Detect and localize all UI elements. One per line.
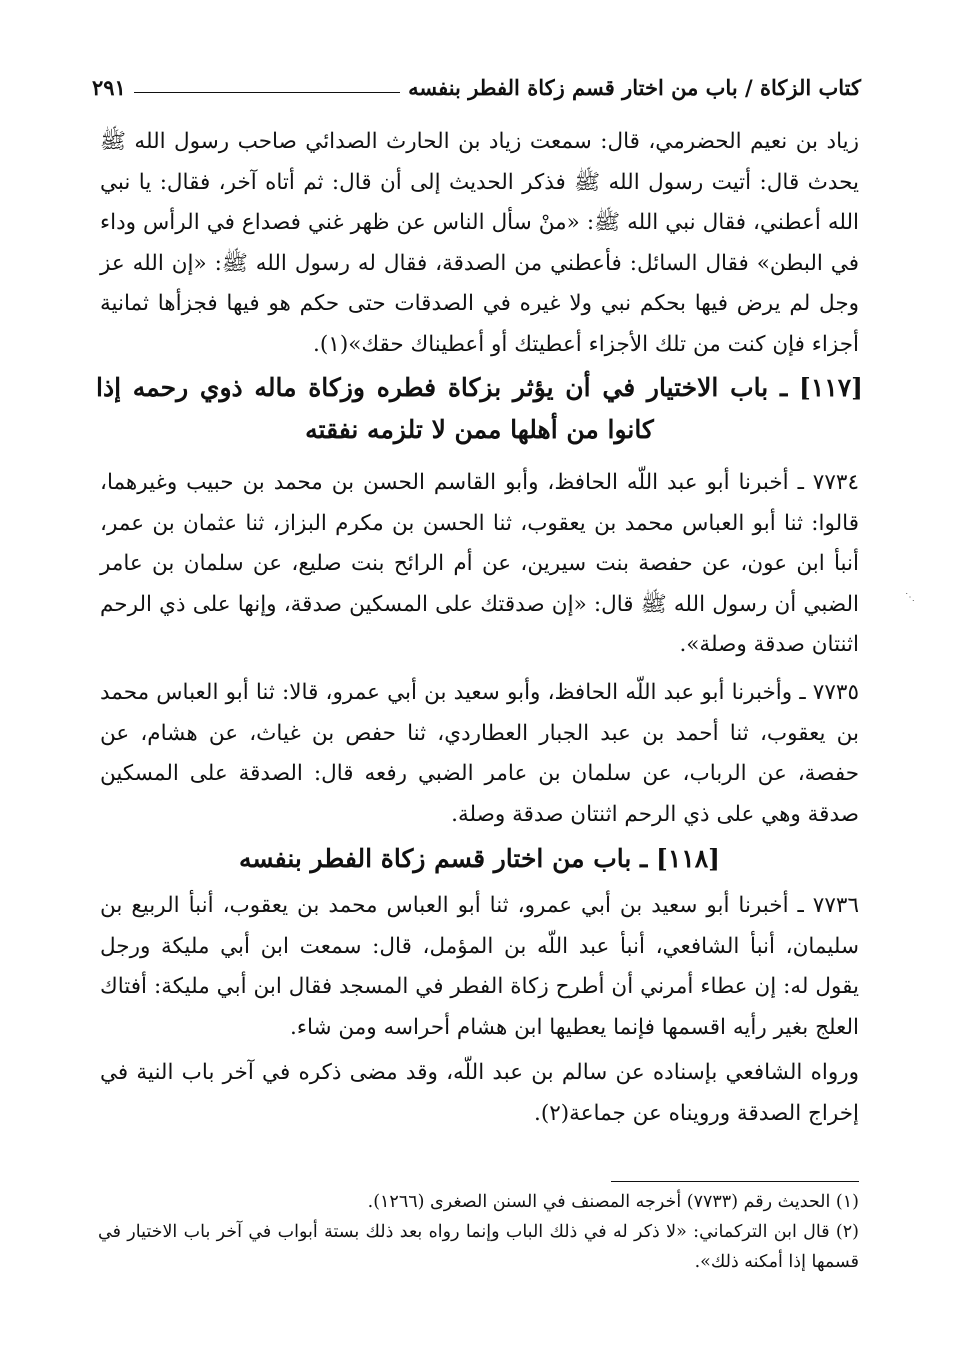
paragraph-text: ورواه الشافعي بإسناده عن سالم بن عبد اللّه، وقد مضى ذكره في آخر باب النية في إخراج الصدقة ورويناه عن جماعة(٢). — [100, 1060, 859, 1126]
hadith-7736 — [100, 886, 859, 1048]
footnote-2: (٢) قال ابن التركماني: «لا ذكر له في ذلك الباب وإنما رواه بعد ذلك بستة أبواب في آخر باب الاختيار في قسمها إذا أمكنه ذلك». — [98, 1222, 859, 1272]
paragraph-text: زياد بن نعيم الحضرمي، قال: سمعت زياد بن الحارث الصدائي صاحب رسول الله ﷺ يحدث قال: أتيت رسول الله ﷺ فذكر الحديث إلى أن قال: ثم أتاه آخر، فقال: يا نبي الله أعطني، فقال نبي الله ﷺ: «منْ سأل الناس عن ظهر غني فصداع في الرأس وداء في البطن» فقال السائل: فأعطني من الصدقة، فقال له رسول الله ﷺ: «إن الله عز وجل لم يرض فيها بحكم نبي ولا غيره في الصدقات حتى حكم هو فيها فجزأها ثمانية أجزاء فإن كنت من تلك الأجزاء أعطيتك أو أعطيناك حقك»(١). — [100, 129, 859, 357]
header-rule — [134, 92, 400, 93]
footnotes — [98, 1187, 859, 1277]
running-title: كتاب الزكاة / باب من اختار قسم زكاة الفطر بنفسه — [408, 74, 861, 100]
hadith-7735 — [100, 673, 859, 835]
footnote-rule — [611, 1181, 859, 1182]
scan-mark: ⋰ — [905, 592, 915, 603]
paragraph-text: ٧٧٣٥ ـ وأخبرنا أبو عبد اللّه الحافظ، وأبو سعيد بن أبي عمرو، قالا: ثنا أبو العباس محمد بن يعقوب، ثنا أحمد بن عبد الجبار العطاردي، ثنا حفص بن غياث، عن هشام، عن حفصة، عن الرباب، عن سلمان بن عامر الضبي رفعه قال: الصدقة على المسكين صدقة وهي على ذي الرحم اثنتان صدقة وصلة. — [100, 680, 859, 827]
footnote-1: (١) الحديث رقم (٧٧٣٣) أخرجه المصنف في السنن الصغرى (١٢٦٦). — [367, 1192, 859, 1212]
paragraph-text: ٧٧٣٦ ـ أخبرنا أبو سعيد بن أبي عمرو، ثنا أبو العباس محمد بن يعقوب، أنبأ الربيع بن سليمان، أنبأ الشافعي، أنبأ عبد اللّه بن المؤمل، قال: سمعت ابن أبي مليكة ورجل يقول له: إن عطاء أمرني أن أطرح زكاة الفطر في المسجد فقال ابن أبي مليكة: أفتاك العلج بغير رأيه اقسمها فإنما يعطيها ابن هشام أحراسه ومن شاء. — [100, 893, 859, 1040]
page-number: ٢٩١ — [92, 74, 126, 100]
chapter-heading-118: [١١٨] ـ باب من اختار قسم زكاة الفطر بنفسه — [238, 844, 721, 873]
paragraph-text: ٧٧٣٤ ـ أخبرنا أبو عبد اللّه الحافظ، وأبو القاسم الحسن بن محمد بن حبيب وغيرهما، قالوا: ثنا أبو العباس محمد بن يعقوب، ثنا الحسن بن مكرم البزاز، ثنا عثمان بن عمر، أنبأ ابن عون، عن حفصة بنت سيرين، عن أم الرائح بنت صليع، عن سلمان بن عامر الضبي أن رسول الله ﷺ قال: «إن صدقتك على المسكين صدقة، وإنها على ذي الرحم اثنتان صدقة وصلة». — [100, 470, 859, 657]
hadith-7734 — [100, 463, 859, 666]
closing-paragraph — [100, 1053, 859, 1134]
chapter-heading-117: [١١٧] ـ باب الاختيار في أن يؤثر بزكاة فطره وزكاة ماله ذوي رحمه إذا كانوا من أهلها ممن لا تلزمه نفقته — [96, 373, 863, 444]
running-header — [92, 70, 861, 104]
paragraph-continuation — [100, 122, 859, 365]
